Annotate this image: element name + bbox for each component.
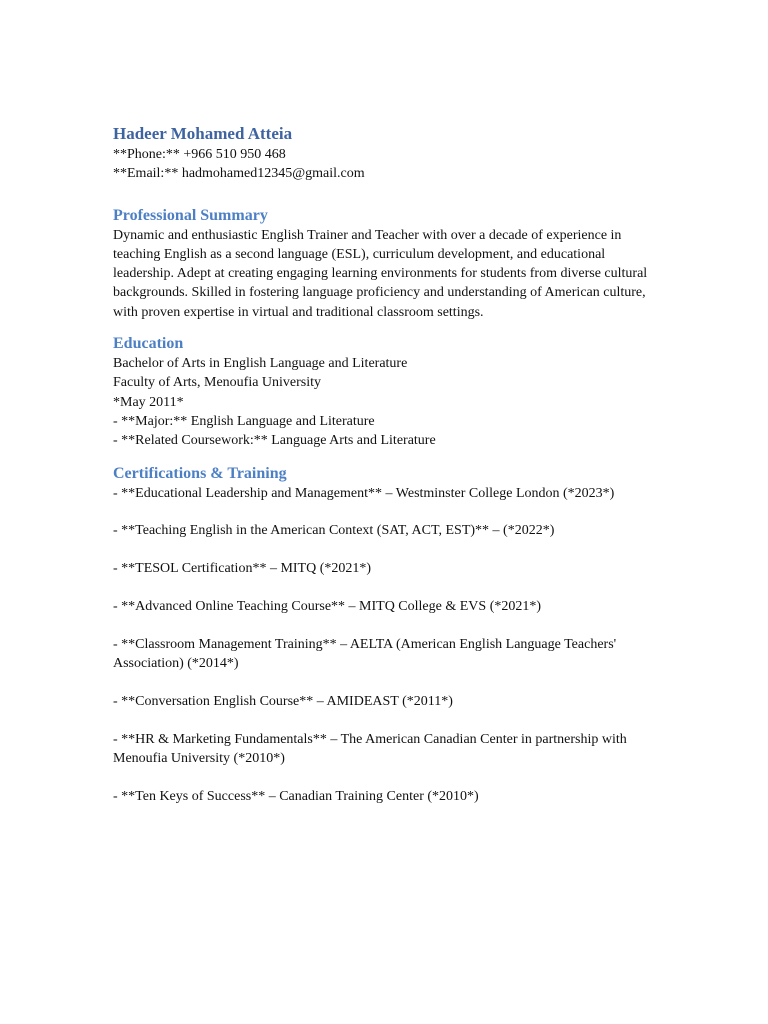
certification-item: - **HR & Marketing Fundamentals** – The American Canadian Center in partnership with Menoufia University (*2010*): [113, 731, 627, 766]
education-faculty: Faculty of Arts, Menoufia University: [113, 375, 322, 391]
certification-item: - **Advanced Online Teaching Course** – MITQ College & EVS (*2021*): [113, 598, 542, 614]
certifications-list: [113, 484, 658, 806]
professional-summary-text: Dynamic and enthusiastic English Trainer and Teacher with over a decade of experience in teaching English as a second language (ESL), curriculum development, and educational leadership. Adept at creating engaging learning environments for students from diverse cultural backgrounds. Skilled in fostering language proficiency and understanding of American culture, with proven expertise in virtual and traditional classroom settings.: [113, 227, 648, 320]
resume-document: [113, 124, 658, 825]
certification-item: - **Teaching English in the American Context (SAT, ACT, EST)** – (*2022*): [113, 523, 555, 539]
education-heading: Education: [113, 335, 184, 353]
certification-item: - **TESOL Certification** – MITQ (*2021*): [113, 561, 372, 577]
certification-item: - **Conversation English Course** – AMIDEAST (*2011*): [113, 693, 453, 709]
certification-item: - **Ten Keys of Success** – Canadian Training Center (*2010*): [113, 788, 479, 804]
phone-line: **Phone:** +966 510 950 468: [113, 147, 286, 162]
certification-item: - **Classroom Management Training** – AELTA (American English Language Teachers' Association) (*2014*): [113, 636, 617, 672]
certifications-heading: Certifications & Training: [113, 464, 287, 482]
education-coursework: - **Related Coursework:** Language Arts and Literature: [113, 433, 436, 449]
candidate-name: Hadeer Mohamed Atteia: [113, 124, 293, 143]
certification-item: - **Educational Leadership and Management** – Westminster College London (*2023*): [113, 485, 615, 501]
education-degree: Bachelor of Arts in English Language and Literature: [113, 356, 408, 372]
email-line: **Email:** hadmohamed12345@gmail.com: [113, 166, 365, 182]
education-major: - **Major:** English Language and Literature: [113, 413, 375, 429]
professional-summary-heading: Professional Summary: [113, 206, 268, 224]
education-date: *May 2011*: [113, 394, 184, 410]
